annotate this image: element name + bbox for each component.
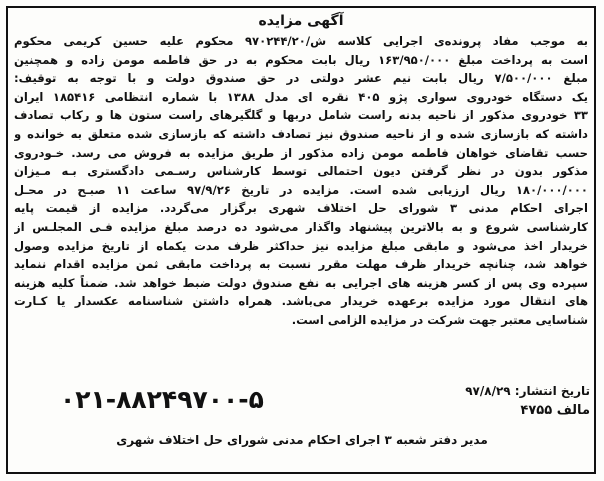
notice-body (14, 12, 588, 330)
publish-date: تاریخ انتشار: ۹۷/۸/۲۹ (465, 384, 590, 398)
notice-paragraph (14, 32, 588, 330)
notice-line: خواهد شد، چنانچه خریدار ظرف مهلت مقرر نسبت به پرداخت مابقی ثمن مزایده اقدام ننماید (14, 257, 588, 272)
notice-line: ۱۸۰/۰۰۰/۰۰۰ ریال ارزیابی شده است. مزایده در تاریخ ۹۷/۹/۲۶ ساعت ۱۱ صبـح در محـل (14, 182, 588, 197)
phone-number: ۰۲۱-۸۸۲۴۹۷۰۰-۵ (60, 385, 264, 414)
notice-line: های انتقال مورد مزایده برعهده خریدار می‌باشد. همراه داشتن شناسنامه عکسدار یا کـارت (14, 294, 588, 309)
notice-line: شناسایی معتبر جهت شرکت در مزایده الزامی است. (291, 312, 588, 327)
notice-title: آگهی مزایده (258, 13, 344, 29)
notice-line: مذکور بدون در نظر گرفتن دیون احتمالی توسط کارشناس رسـمی دادگستری بـه مـیزان (14, 164, 588, 179)
notice-line: داشته که بازسازی شده و از ناحیه صندوق نیز تصادف داشته که بازسازی شده متعلق به خوانده و (14, 126, 588, 141)
serial-number: مالف ۴۷۵۵ (520, 403, 590, 418)
notice-line: اجرای احکام مدنی ۳ شورای حل اختلاف شهری برگزار می‌گردد. مزایده از قیمت پایه (14, 201, 588, 216)
notice-line: است به پرداخت مبلغ ۱۶۳/۹۵۰/۰۰۰ ریال بابت محکوم به در حق فاطمه مومن زاده و همچنین (14, 52, 588, 67)
notice-line: ۳۳ خودروی مذکور از ناحیه بدنه راست شامل دربها و گلگیرهای راست ستون ها و رکاب تصادف (14, 108, 588, 123)
notice-line: حسب تقاضای خواهان فاطمه مومن زاده مذکور از طریق مزایده به فروش می رسد. خـودروی (14, 145, 588, 160)
notice-line: یک دستگاه خودروی سواری پژو ۴۰۵ نقره ای مدل ۱۳۸۸ با شماره انتظامی ۱۸۵۴۱۶ ایران (14, 89, 588, 104)
notice-line: به موجب مفاد پرونده‌ی اجرایی کلاسه ش/۹۷۰۲۴۴/۲۰ محکوم علیه حسین کریمی محکوم (14, 34, 588, 48)
notice-line: مبلغ ۷/۵۰۰/۰۰۰ ریال بابت نیم عشر دولتی در حق صندوق دولت و با توجه به توقیف: (14, 71, 588, 86)
signature-line: مدیر دفتر شعبه ۳ اجرای احکام مدنی شورای حل اختلاف شهری (116, 433, 488, 447)
notice-line: کارشناسی شروع و به بالاترین پیشنهاد واگذار می‌شود ده درصد مبلغ مزایده فـی المجلـس از (14, 219, 588, 234)
notice-line: خریدار اخذ می‌شود و مابقی مبلغ مزایده نیز حداکثر ظرف مدت یکماه از تاریخ مزایده وصول (14, 238, 588, 253)
notice-line: سپرده وی پس از کسر هزینه های اجرایی به نفع صندوق دولت ضبط خواهد شد. ضمناً کلیه هزینه (14, 275, 588, 290)
